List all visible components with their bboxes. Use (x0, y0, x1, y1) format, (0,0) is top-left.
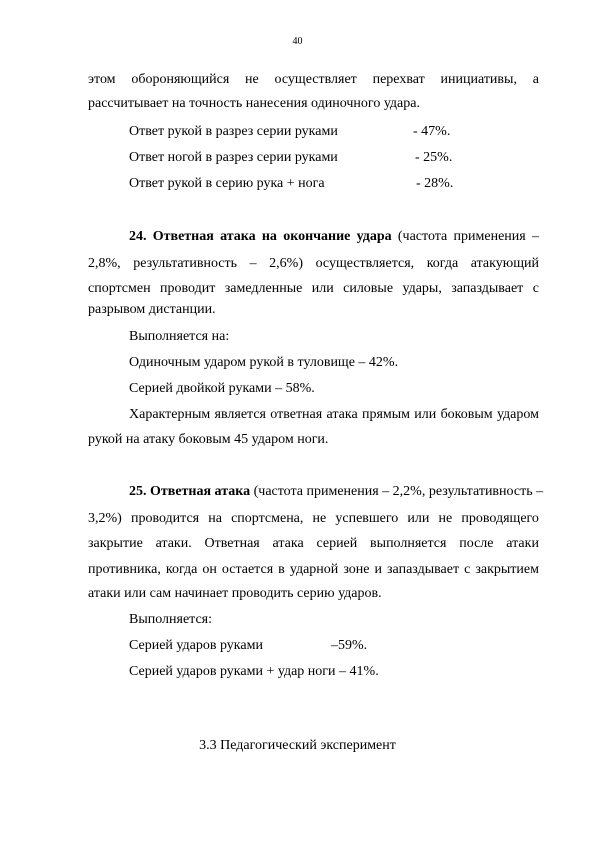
word: этом (88, 72, 116, 87)
section-title-word: Ответная (152, 229, 214, 244)
word: удары, (402, 281, 442, 296)
word: серией (316, 536, 358, 551)
word: закрытие (88, 536, 143, 551)
word: запаздывает (387, 562, 460, 577)
word: 2,8%, (88, 256, 121, 271)
word: (частота (397, 229, 448, 244)
word: обороняющийся (131, 72, 230, 87)
list1-item-label: Ответ рукой в серию рука + нога (129, 176, 325, 191)
section24-line4: разрывом дистанции. (88, 302, 216, 317)
section-title-word: атака (220, 229, 256, 244)
word: перехват (372, 72, 425, 87)
word: он (202, 562, 217, 577)
word: с (464, 562, 471, 577)
section25-line4 (88, 562, 539, 578)
word: 3,2%) (88, 511, 122, 526)
word: атаки (506, 536, 539, 551)
section-title-word: удара (356, 229, 392, 244)
word: запаздывает (451, 281, 524, 296)
word: атака (326, 407, 358, 422)
word: прямым (361, 407, 411, 422)
word: остается (221, 562, 274, 577)
word: замедленные (224, 281, 303, 296)
list-item: Серией ударов руками + удар ноги – 41%. (129, 664, 379, 679)
word: – (531, 229, 539, 244)
list1-item-label: Ответ ногой в разрез серии руками (129, 150, 338, 165)
word: спортсмен (88, 281, 151, 296)
page-number: 40 (292, 36, 303, 47)
word: атаки. (155, 536, 192, 551)
word: или (311, 281, 334, 296)
word: или (407, 511, 430, 526)
word: осуществляется, (315, 256, 415, 271)
list1-item-value: - 25%. (415, 150, 453, 165)
section24-note-line1 (129, 407, 539, 423)
word: на (208, 511, 222, 526)
performed-label: Выполняется: (129, 612, 213, 627)
word: ударной (289, 562, 339, 577)
word: Характерным (129, 407, 211, 422)
word: 2,6%) (269, 256, 303, 271)
word: – (249, 256, 257, 271)
word: с (532, 281, 539, 296)
word: проводящего (461, 511, 539, 526)
section-title-word: окончание (283, 229, 351, 244)
list-item: Одиночным ударом рукой в туловище – 42%. (129, 355, 399, 370)
performed-label: Выполняется на: (129, 329, 230, 344)
section24-line1 (129, 229, 539, 245)
word: силовые (343, 281, 394, 296)
list-item-value: –59%. (331, 638, 368, 653)
word: осуществляет (274, 72, 357, 87)
list1-item-value: - 28%. (416, 176, 454, 191)
word: не (245, 72, 259, 87)
para1-line2: рассчитывает на точность нанесения одиночного удара. (88, 96, 420, 111)
word: Ответная (204, 536, 260, 551)
word: не (312, 511, 327, 526)
word: зоне (343, 562, 370, 577)
section25-line3 (88, 536, 539, 552)
word: проводится (130, 511, 200, 526)
word: проводит (160, 281, 216, 296)
para1-line1 (88, 72, 539, 88)
section-title: Ответная атака (150, 484, 251, 499)
section24-line3 (88, 281, 539, 297)
word: является (214, 407, 266, 422)
word: спортсмена, (231, 511, 304, 526)
word: и (374, 562, 382, 577)
word: или (414, 407, 437, 422)
section-title-word: на (261, 229, 277, 244)
word: после (459, 536, 494, 551)
word: применения (453, 229, 526, 244)
word: когда (426, 256, 459, 271)
section-number: 25. (129, 484, 147, 499)
list-item: Серией двойкой руками – 58%. (129, 381, 315, 396)
section-number: 24. (129, 229, 147, 244)
section25-line5: атаки или сам начинает проводить серию ударов. (88, 586, 382, 601)
word: противника, (88, 562, 161, 577)
word: атакующий (470, 256, 539, 271)
word: инициативы, (440, 72, 517, 87)
section25-line2 (88, 511, 539, 527)
list-item-label: Серией ударов руками (129, 638, 263, 653)
word: боковым (440, 407, 493, 422)
list1-item-label: Ответ рукой в разрез серии руками (129, 124, 338, 139)
word: не (438, 511, 453, 526)
section-heading: 3.3 Педагогический эксперимент (199, 738, 396, 753)
word: выполняется (370, 536, 447, 551)
word: результативность (133, 256, 238, 271)
list1-item-value: - 47%. (413, 124, 451, 139)
section25-line1-rest: (частота применения – 2,2%, результативность – (250, 484, 544, 499)
section24-note-line2: рукой на атаку боковым 45 ударом ноги. (88, 432, 329, 447)
word: атака (272, 536, 304, 551)
section24-line2 (88, 256, 539, 272)
word: успевшего (335, 511, 399, 526)
word: ответная (270, 407, 323, 422)
word: а (532, 72, 539, 87)
section25-line1 (129, 484, 543, 500)
word: когда (165, 562, 198, 577)
word: в (278, 562, 285, 577)
word: закрытием (475, 562, 539, 577)
word: ударом (496, 407, 539, 422)
